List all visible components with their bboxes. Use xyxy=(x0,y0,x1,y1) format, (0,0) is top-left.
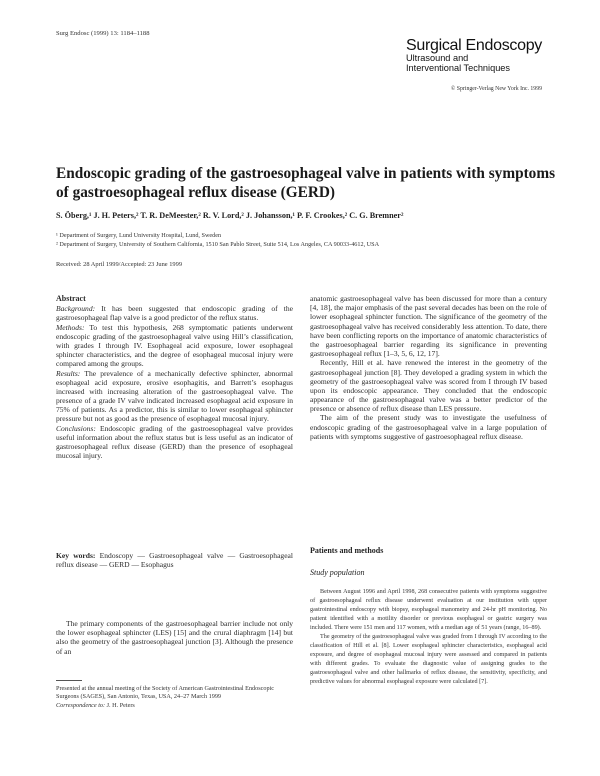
abstract-methods: Methods: To test this hypothesis, 268 symptomatic patients underwent endoscopic grading of the gastroesophageal valve using Hill’s classification, with grades I through IV. Esophageal acid exposure, lower esophageal sphincter characteristics, and the degree of esophageal mucosal injury were compared among the groups. xyxy=(56,322,293,369)
abstract-results: Results: The prevalence of a mechanically defective sphincter, abnormal esophageal acid exposure, erosive esophagitis, and Barrett’s esophagus increased with increasing alteration of the gastroesophageal valve. The presence of a grade IV valve indicated increased esophageal acid exposure in 75% of patients. As a predictor, this is similar to lower esophageal sphincter pressure but not as good as the presence of esophageal mucosal injury. xyxy=(56,368,293,424)
journal-logo xyxy=(406,38,542,73)
intro-paragraph-2: Recently, Hill et al. have renewed the interest in the geometry of the gastroesophageal junction [8]. They developed a grading system in which the geometry of the gastroesophageal valve was scored from I through IV based upon its endoscopic appearance. They concluded that the endoscopic appearance of the gastroesophageal valve was a better predictor of the presence or absence of reflux disease than LES pressure. xyxy=(310,358,547,414)
footnote-divider xyxy=(56,680,82,681)
received-dates: Received: 28 April 1999/Accepted: 23 June 1999 xyxy=(56,261,183,268)
intro-paragraph-1: anatomic gastroesophageal valve has been discussed for more than a century [4, 18], the major emphasis of the past several decades has been on the role of lower esophageal sphincter function. The significance of the geometry of the gastroesophageal valve has received considerably less attention. To date, there have been conflicting reports on the importance of anatomic characteristics of the gastroesophageal barrier regarding its significance in preventing gastroesophageal reflux [1–3, 5, 6, 12, 17]. xyxy=(310,294,547,359)
intro-paragraph-left: The primary components of the gastroesophageal barrier include not only the lower esophageal sphincter (LES) [15] and the crural diaphragm [14] but also the geometry of the gastroesophageal junction [3]. Although the presence of an xyxy=(56,619,293,656)
intro-paragraphs-right xyxy=(310,294,547,441)
footnotes xyxy=(56,685,293,710)
publisher-copyright: © Springer-Verlag New York Inc. 1999 xyxy=(450,86,542,92)
intro-paragraph-3: The aim of the present study was to investigate the usefulness of endoscopic grading of the gastroesophageal valve in a large population of patients with symptoms suggestive of gastroesophageal reflux disease. xyxy=(310,413,547,441)
abstract-block xyxy=(56,294,293,460)
presentation-note: Presented at the annual meeting of the Society of American Gastrointestinal Endoscopic Surgeons (SAGES), San Antonio, Texas, USA, 24–27 March 1999 xyxy=(56,685,275,701)
correspondence-note: Correspondence to: J. H. Peters xyxy=(56,701,135,709)
affiliations xyxy=(56,231,556,249)
journal-subtitle-2: Interventional Techniques xyxy=(405,62,511,73)
journal-citation: Surg Endosc (1999) 13: 1184–1188 xyxy=(56,30,150,37)
section-heading: Patients and methods xyxy=(310,546,384,555)
journal-subtitle-1: Ultrasound and xyxy=(405,53,469,64)
affiliation-1: ¹ Department of Surgery, Lund University Hospital, Lund, Sweden xyxy=(56,232,222,239)
abstract-conclusions: Conclusions: Endoscopic grading of the gastroesophageal valve provides useful information about the reflux status but is less useful as an indicator of gastroesophageal reflux disease (GERD) than the presence of esophageal mucosal injury. xyxy=(56,423,293,461)
keywords: Key words: Endoscopy — Gastroesophageal valve — Gastroesophageal reflux disease — GERD — Esophagus xyxy=(56,551,293,570)
subsection-heading: Study population xyxy=(310,568,365,577)
author-list: S. Öberg,¹ J. H. Peters,² T. R. DeMeester,² R. V. Lord,² J. Johansson,¹ P. F. Crookes,² C. G. Bremner² xyxy=(56,211,404,220)
grading-paragraph: The geometry of the gastroesophageal valve was graded from I through IV according to the classification of Hill et al. [8]. Lower esophageal sphincter characteristics, esophageal acid exposure, and degree of esophageal mucosal injury were assessed and compared in patients with different grades. To evaluate the diagnostic value of assigning grades to the gastroesophageal valve and other hallmarks of reflux disease, the sensitivity, specificity, and predictive values for abnormal esophageal exposure were calculated [7]. xyxy=(310,634,547,685)
journal-name: Surgical Endoscopy xyxy=(405,37,542,54)
abstract-background: Background: It has been suggested that endoscopic grading of the gastroesophageal flap valve is a good predictor of the reflux status. xyxy=(56,304,293,323)
methods-text xyxy=(310,588,547,687)
study-population-paragraph: Between August 1996 and April 1998, 268 consecutive patients with symptoms suggestive of gastroesophageal reflux disease underwent evaluation at our institution with upper gastrointestinal endoscopy with biopsy, esophageal manometry and 24-hr pH monitoring. No patient identified with a motility disorder or previous esophageal or gastric surgery was included. There were 151 men and 117 women, with a median age of 51 years (range, 16–89). xyxy=(310,589,547,631)
article-title: Endoscopic grading of the gastroesophageal valve in patients with symptoms of gastroesophageal reflux disease (GERD) xyxy=(56,165,556,201)
abstract-heading: Abstract xyxy=(56,294,86,303)
affiliation-2: ² Department of Surgery, University of Southern California, 1510 San Pablo Street, Suite 514, Los Angeles, CA 90033-4612, USA xyxy=(56,241,380,248)
